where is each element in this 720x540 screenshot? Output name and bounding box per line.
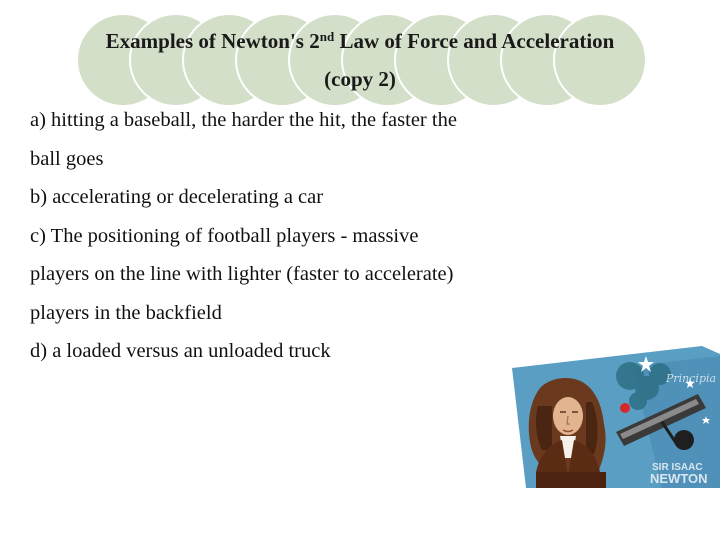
title-line-2: (copy 2) [324, 67, 396, 91]
body-line: a) hitting a baseball, the harder the hit, the faster the [30, 109, 457, 131]
body-line: players on the line with lighter (faster to accelerate) [30, 263, 454, 285]
body-line: d) a loaded versus an unloaded truck [30, 340, 331, 362]
body-line: c) The positioning of football players - massive [30, 224, 419, 247]
body-line: b) accelerating or decelerating a car [30, 186, 324, 208]
apple-icon [620, 403, 630, 413]
newton-illustration [512, 346, 720, 488]
title-line-1 [0, 22, 720, 60]
title-text: Examples of Newton's 2 [105, 29, 320, 53]
title-text-end: Law of Force and Acceleration [334, 29, 615, 53]
slide-title [0, 22, 720, 98]
slide-body [30, 101, 550, 371]
newton-portrait [529, 378, 606, 488]
script-text: Principia [666, 372, 717, 385]
caption-line-1: SIR ISAAC [652, 462, 703, 473]
body-line: players in the backfield [30, 301, 222, 324]
caption-line-2: NEWTON [650, 471, 708, 486]
body-line: ball goes [30, 147, 104, 170]
title-superscript: nd [319, 28, 335, 44]
